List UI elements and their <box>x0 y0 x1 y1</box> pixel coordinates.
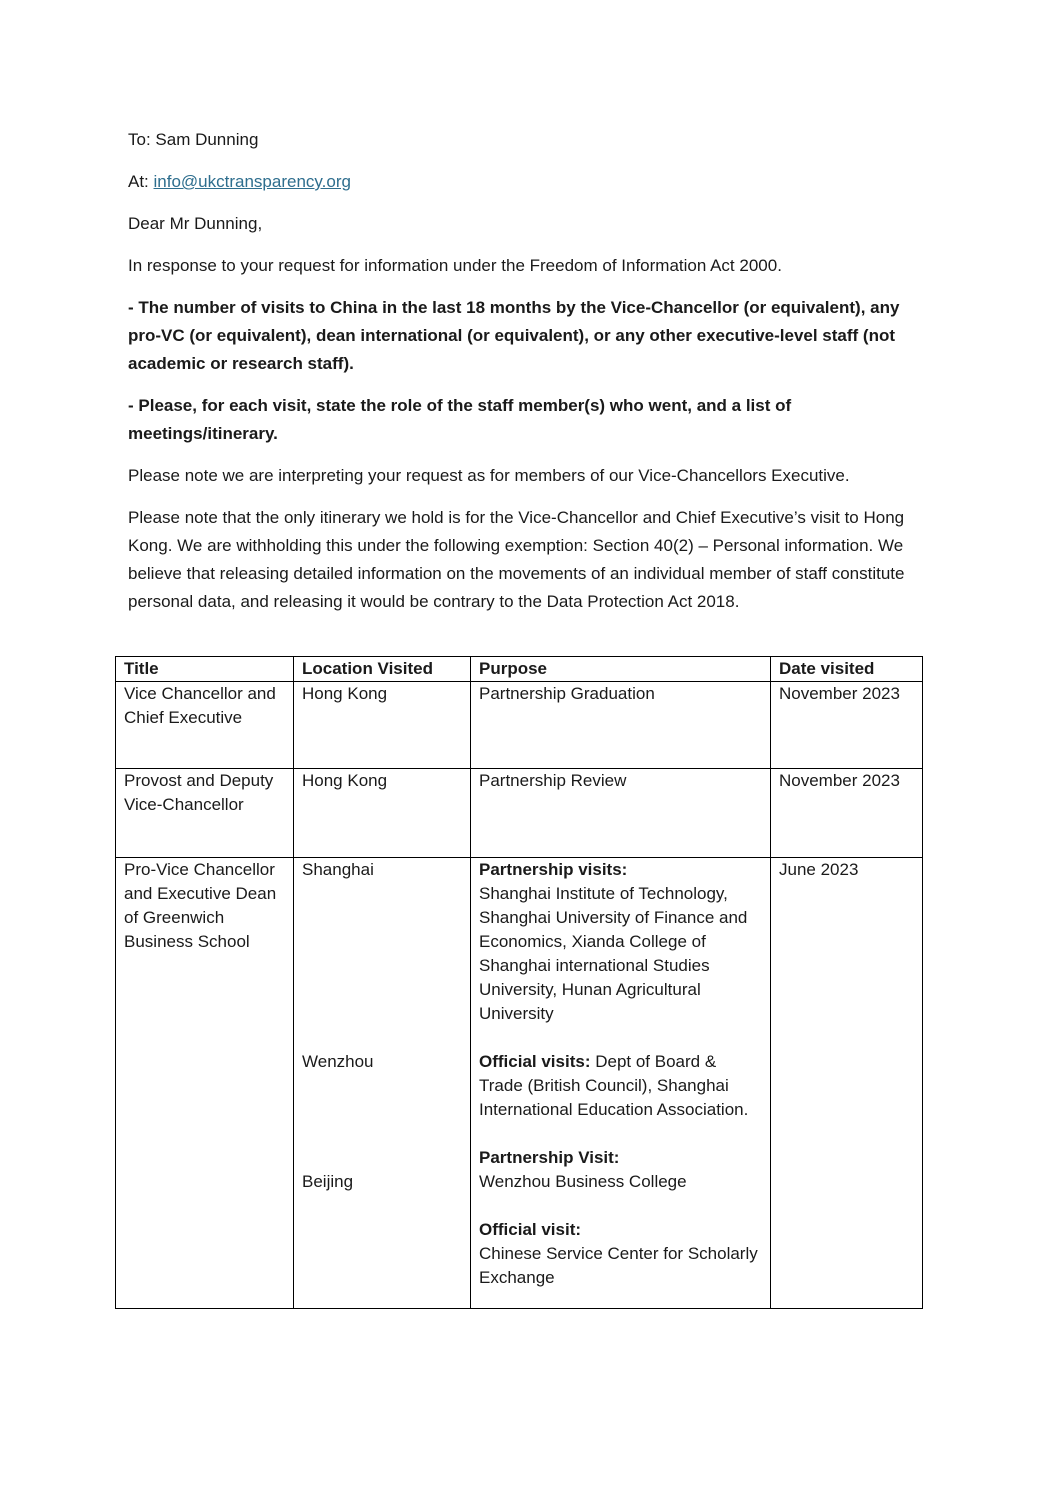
cell-title: Vice Chancellor and Chief Executive <box>116 682 294 769</box>
table-row <box>116 858 923 1309</box>
cell-title: Provost and Deputy Vice-Chancellor <box>116 769 294 858</box>
location-beijing: Beijing <box>302 1172 354 1191</box>
table-row <box>116 769 923 858</box>
cell-locations <box>294 858 471 1309</box>
purpose-heading: Official visit: <box>479 1220 582 1239</box>
cell-date: June 2023 <box>771 858 923 1309</box>
location-wenzhou: Wenzhou <box>302 1052 374 1071</box>
purpose-heading: Partnership visits: <box>479 860 628 879</box>
header-title: Title <box>116 657 294 682</box>
header-purpose: Purpose <box>471 657 771 682</box>
purpose-text: Shanghai Institute of Technology, Shanghai University of Finance and Economics, Xianda College of Shanghai international Studies University, Hunan Agricultural University <box>479 884 748 1023</box>
purpose-gap <box>479 1026 762 1050</box>
cell-purpose: Partnership Graduation <box>471 682 771 769</box>
purpose-block-partnership-visit <box>479 1146 762 1194</box>
cell-purpose: Partnership Review <box>471 769 771 858</box>
location-spacer <box>302 882 462 1050</box>
purpose-heading: Partnership Visit: <box>479 1148 620 1167</box>
purpose-block-official-visit <box>479 1218 762 1290</box>
purpose-text: Chinese Service Center for Scholarly Exchange <box>479 1244 758 1287</box>
cell-location: Hong Kong <box>294 769 471 858</box>
email-line <box>128 168 928 196</box>
cell-location: Hong Kong <box>294 682 471 769</box>
purpose-gap <box>479 1122 762 1146</box>
visits-table <box>115 656 923 1309</box>
header-location: Location Visited <box>294 657 471 682</box>
cell-purpose-details <box>471 858 771 1309</box>
email-link[interactable]: info@ukctransparency.org <box>153 172 351 191</box>
header-date: Date visited <box>771 657 923 682</box>
intro-paragraph: In response to your request for information under the Freedom of Information Act 2000. <box>128 256 782 275</box>
interpretation-note: Please note we are interpreting your request as for members of our Vice-Chancellors Executive. <box>128 466 850 485</box>
purpose-gap <box>479 1194 762 1218</box>
purpose-block-partnership-visits <box>479 858 762 1026</box>
table-header-row <box>116 657 923 682</box>
purpose-text: Wenzhou Business College <box>479 1172 687 1191</box>
request-item-2: - Please, for each visit, state the role of the staff member(s) who went, and a list of meetings/itinerary. <box>128 396 792 443</box>
location-shanghai: Shanghai <box>302 860 374 879</box>
table-row <box>116 682 923 769</box>
purpose-block-official-visits <box>479 1050 762 1122</box>
email-prefix: At: <box>128 172 154 191</box>
purpose-heading: Official visits: <box>479 1052 591 1071</box>
cell-date: November 2023 <box>771 682 923 769</box>
cell-date: November 2023 <box>771 769 923 858</box>
recipient-line: To: Sam Dunning <box>128 130 259 149</box>
letter-body <box>128 126 928 630</box>
purpose-text: Dept of Board & Trade (British Council), Shanghai International Education Association. <box>479 1052 749 1119</box>
cell-title: Pro-Vice Chancellor and Executive Dean of Greenwich Business School <box>116 858 294 1309</box>
location-spacer <box>302 1074 462 1170</box>
exemption-note: Please note that the only itinerary we hold is for the Vice-Chancellor and Chief Executive’s visit to Hong Kong. We are withholding this under the following exemption: Section 40(2) – Personal information. We believe that releasing detailed information on the movements of an individual member of staff constitute personal data, and releasing it would be contrary to the Data Protection Act 2018. <box>128 508 905 611</box>
request-item-1: - The number of visits to China in the last 18 months by the Vice-Chancellor (or equivalent), any pro-VC (or equivalent), dean international (or equivalent), or any other executive-level staff (not academic or research staff). <box>128 298 900 373</box>
salutation: Dear Mr Dunning, <box>128 214 263 233</box>
